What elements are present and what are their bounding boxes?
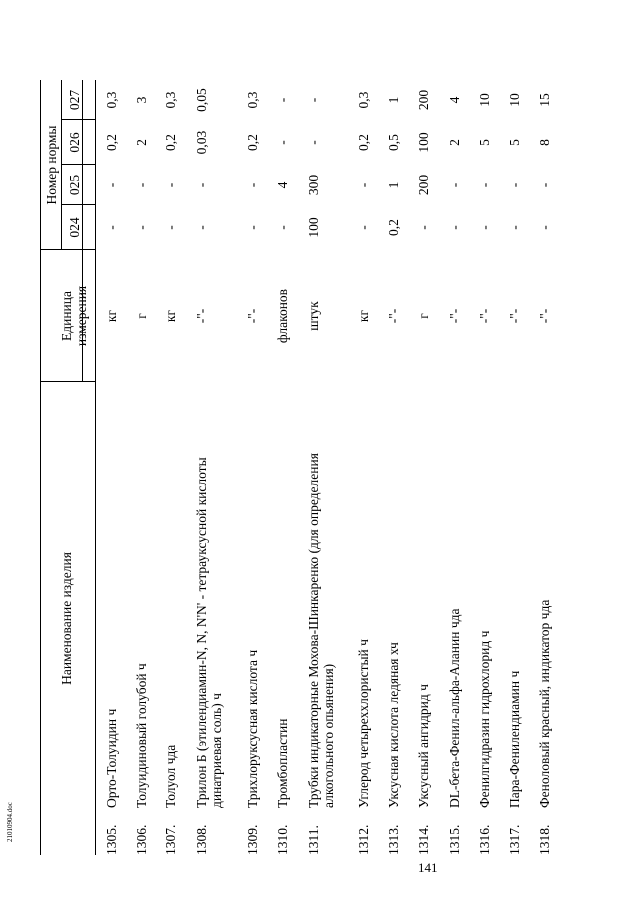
- footer-code: 21010904.doc: [6, 802, 14, 842]
- row-unit: -"-: [245, 308, 260, 324]
- row-value-027: 1: [386, 96, 401, 104]
- row-name: Орто-Толуидин ч: [104, 708, 119, 808]
- header-norm-group: Номер нормы: [44, 125, 59, 205]
- row-name: Углерод четыреххлористый ч: [356, 639, 371, 808]
- row-name: Фенилгидразин гидрохлорид ч: [477, 630, 492, 808]
- row-value-024: -: [416, 225, 431, 230]
- row-unit: кг: [356, 309, 371, 323]
- row-number: 1308.: [194, 824, 209, 855]
- row-value-026: 100: [416, 132, 431, 153]
- row-number: 1309.: [245, 824, 260, 855]
- row-name: Уксусный ангидрид ч: [416, 684, 431, 808]
- row-value-025: -: [104, 182, 119, 188]
- row-value-027: 200: [416, 89, 431, 111]
- row-value-024: 100: [306, 217, 321, 238]
- row-value-025: -: [356, 182, 371, 188]
- row-value-026: 0,5: [386, 134, 401, 151]
- row-value-026: -: [275, 140, 290, 145]
- table-top-rule: [40, 80, 41, 855]
- row-unit: г: [416, 313, 431, 319]
- row-number: 1316.: [477, 824, 492, 855]
- row-name: Феноловый красный, индикатор чда: [537, 599, 552, 808]
- row-value-026: 8: [537, 139, 552, 146]
- row-name: Трубки индикаторные Мохова-Шинкаренко (для определения: [306, 453, 321, 808]
- row-number: 1305.: [104, 824, 119, 855]
- row-value-027: 0,3: [245, 91, 260, 109]
- row-value-027: 15: [537, 93, 552, 107]
- row-value-025: -: [507, 182, 522, 188]
- row-value-025: -: [194, 182, 209, 188]
- row-value-024: -: [134, 225, 149, 230]
- row-value-027: 10: [507, 93, 522, 107]
- row-value-025: -: [134, 182, 149, 188]
- row-value-026: 2: [134, 139, 149, 146]
- row-value-026: 2: [447, 139, 462, 146]
- row-name-continued: алкогольного опьянения): [321, 663, 336, 808]
- row-unit: кг: [104, 309, 119, 323]
- row-name: DL-бета-Фенил-альфа-Аланин чда: [447, 608, 462, 808]
- row-value-025: -: [537, 182, 552, 188]
- row-number: 1312.: [356, 824, 371, 855]
- page-number: 141: [418, 860, 438, 875]
- row-value-024: -: [275, 225, 290, 230]
- row-value-024: -: [477, 225, 492, 230]
- row-name: Трилон Б (этилендиамин-N, N, N'N' - тетрауксусной кислоты: [194, 457, 209, 808]
- row-value-025: 1: [386, 181, 401, 189]
- row-unit: кг: [163, 309, 178, 323]
- row-value-026: 5: [477, 139, 492, 146]
- row-unit: штук: [306, 301, 321, 331]
- row-number: 1306.: [134, 824, 149, 855]
- row-value-027: 0,3: [356, 91, 371, 109]
- row-value-026: 0,2: [356, 134, 371, 151]
- row-value-025: 4: [275, 181, 290, 189]
- row-name: Уксусная кислота ледяная хч: [386, 642, 401, 808]
- row-value-024: -: [104, 225, 119, 230]
- row-number: 1314.: [416, 824, 431, 855]
- row-number: 1311.: [306, 825, 321, 855]
- row-value-026: 0,2: [245, 134, 260, 151]
- row-name: Пара-Фенилендиамин ч: [507, 670, 522, 808]
- row-unit: -"-: [447, 308, 462, 324]
- norm-group-rule: [61, 80, 62, 250]
- header-unit-line2: измерения: [74, 285, 89, 347]
- row-value-024: -: [537, 225, 552, 230]
- row-value-024: -: [245, 225, 260, 230]
- row-name-continued: динатриевая соль) ч: [209, 693, 224, 808]
- row-value-026: 0,2: [104, 134, 119, 151]
- row-value-025: -: [163, 182, 178, 188]
- row-value-026: 5: [507, 139, 522, 146]
- rotated-table-page: [40, 55, 600, 855]
- row-unit: -"-: [386, 308, 401, 324]
- row-number: 1317.: [507, 824, 522, 855]
- row-value-024: -: [356, 225, 371, 230]
- row-value-024: -: [507, 225, 522, 230]
- header-name: Наименование изделия: [59, 552, 74, 685]
- row-value-026: 0,2: [163, 134, 178, 151]
- row-value-027: 0,3: [163, 91, 178, 109]
- row-value-027: -: [306, 97, 321, 103]
- row-name: Толуидиновый голубой ч: [134, 663, 149, 808]
- row-value-025: 300: [306, 174, 321, 196]
- row-value-025: -: [477, 182, 492, 188]
- header-norm-025: 025: [67, 174, 82, 196]
- row-unit: -"-: [507, 308, 522, 324]
- row-name: Толуол чда: [163, 744, 178, 808]
- row-value-025: 200: [416, 174, 431, 196]
- row-name: Тромбопластин: [275, 718, 290, 808]
- row-number: 1315.: [447, 824, 462, 855]
- row-number: 1307.: [163, 824, 178, 855]
- row-value-024: -: [194, 225, 209, 230]
- row-value-024: -: [163, 225, 178, 230]
- row-number: 1318.: [537, 824, 552, 855]
- row-value-027: 0,3: [104, 91, 119, 109]
- row-value-026: -: [306, 140, 321, 145]
- row-value-027: 0,05: [194, 88, 209, 112]
- row-value-027: 4: [447, 96, 462, 104]
- header-norm-027: 027: [67, 89, 82, 111]
- row-unit: г: [134, 313, 149, 319]
- header-bottom-rule: [95, 80, 96, 855]
- row-value-027: 10: [477, 93, 492, 107]
- row-name: Трихлоруксусная кислота ч: [245, 649, 260, 808]
- row-number: 1310.: [275, 824, 290, 855]
- row-unit: -"-: [537, 308, 552, 324]
- row-value-024: 0,2: [386, 219, 401, 236]
- row-value-025: -: [447, 182, 462, 188]
- row-unit: -"-: [194, 308, 209, 324]
- header-norm-024: 024: [67, 217, 82, 238]
- row-number: 1313.: [386, 824, 401, 855]
- row-unit: флаконов: [275, 288, 290, 344]
- header-norm-026: 026: [67, 132, 82, 153]
- row-value-027: -: [275, 97, 290, 103]
- row-value-025: -: [245, 182, 260, 188]
- row-unit: -"-: [477, 308, 492, 324]
- row-value-027: 3: [134, 96, 149, 104]
- header-unit-line1: Единица: [59, 291, 74, 342]
- row-value-024: -: [447, 225, 462, 230]
- row-value-026: 0,03: [194, 130, 209, 155]
